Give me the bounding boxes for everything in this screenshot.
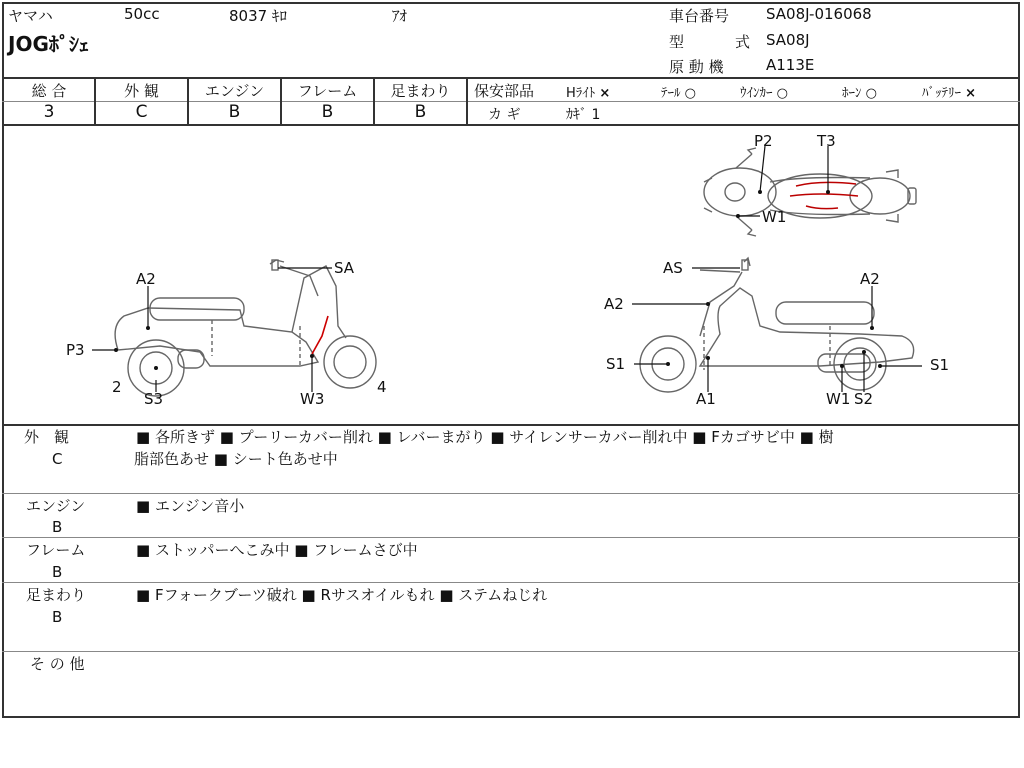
- scooter-diagram: [0, 126, 1024, 422]
- safety-item-horn: ﾎｰﾝ ○: [842, 86, 877, 101]
- note-cat-other: そ の 他: [30, 655, 85, 673]
- rule-header: [2, 77, 1020, 79]
- note-grade-appearance: C: [52, 450, 63, 468]
- label-left-s3: S3: [144, 390, 164, 408]
- safety-item-tail: ﾃｰﾙ ○: [661, 86, 696, 101]
- note-cat-appearance: 外 観: [24, 428, 70, 446]
- grade-header-overall: 総 合: [31, 82, 67, 100]
- grade-header-appearance: 外 観: [124, 82, 159, 100]
- displacement: 50cc: [124, 5, 160, 23]
- maker: ヤマハ: [8, 7, 53, 25]
- label-top-w1: W1: [762, 208, 787, 226]
- grade-engine: B: [228, 102, 241, 122]
- label-top-t3: T3: [817, 132, 836, 150]
- leader-lines: [92, 146, 922, 392]
- grade-appearance: C: [135, 102, 148, 122]
- label-left-2: 2: [112, 378, 122, 396]
- note-text-engine: ■ エンジン音小: [136, 497, 245, 515]
- note-grade-frame: B: [52, 563, 63, 581]
- safety-item-battery: ﾊﾞｯﾃﾘｰ ×: [922, 86, 977, 101]
- rule-note: [2, 651, 1020, 652]
- label-right-s2: S2: [854, 390, 874, 408]
- note-text-frame: ■ ストッパーへこみ中 ■ フレームさび中: [136, 541, 418, 559]
- label-left-sa: SA: [334, 259, 355, 277]
- engine-value: A113E: [766, 56, 815, 74]
- type-label-2: 式: [735, 33, 751, 51]
- label-left-a2: A2: [136, 270, 156, 288]
- safety-item-headlight: Hﾗｲﾄ ×: [566, 86, 611, 101]
- color: ｱｵ: [392, 7, 408, 25]
- frame-no: SA08J-016068: [766, 5, 872, 23]
- model-name: JOGﾎﾟｼｪ: [8, 32, 89, 56]
- note-grade-suspension: B: [52, 608, 63, 626]
- label-right-s1: S1: [606, 355, 626, 373]
- grade-suspension: B: [414, 102, 427, 122]
- rule-note: [2, 582, 1020, 583]
- grade-overall: 3: [43, 102, 55, 122]
- rule-note: [2, 537, 1020, 538]
- frame-no-label: 車台番号: [669, 7, 730, 25]
- note-grade-engine: B: [52, 518, 63, 536]
- key-label: カ ギ: [488, 107, 521, 123]
- scooter-top-view: [704, 148, 916, 236]
- rule-note: [2, 493, 1020, 494]
- rule-safety-mid: [468, 101, 1020, 102]
- mileage: 8037 ｷﾛ: [229, 7, 287, 25]
- note-text-suspension: ■ Fフォークブーツ破れ ■ Rサスオイルもれ ■ ステムねじれ: [136, 586, 548, 604]
- grade-header-suspension: 足まわり: [390, 82, 451, 100]
- grade-header-frame: フレーム: [297, 82, 358, 100]
- label-right-w1: W1: [826, 390, 851, 408]
- label-right-s1-rear: S1: [930, 356, 950, 374]
- damage-marks: [790, 182, 858, 208]
- engine-label: 原 動 機: [669, 58, 724, 76]
- safety-label: 保安部品: [474, 82, 535, 100]
- label-right-a2-rear: A2: [860, 270, 880, 288]
- grade-divider: [466, 78, 468, 125]
- label-right-a1: A1: [696, 390, 716, 408]
- type-value: SA08J: [766, 31, 810, 49]
- label-right-a2: A2: [604, 295, 624, 313]
- key-value: ｶｷﾞ 1: [566, 107, 601, 123]
- note-text-appearance-1: ■ 各所きず ■ プーリーカバー削れ ■ レバーまがり ■ サイレンサーカバー削れ中 ■ Fカゴサビ中 ■ 樹: [136, 428, 834, 446]
- label-left-p3: P3: [66, 341, 85, 359]
- label-left-w3: W3: [300, 390, 325, 408]
- type-label-1: 型: [669, 33, 685, 51]
- grade-frame: B: [321, 102, 334, 122]
- note-cat-frame: フレーム: [26, 541, 86, 559]
- safety-item-winker: ｳｲﾝｶｰ ○: [740, 86, 788, 101]
- note-cat-engine: エンジン: [26, 497, 86, 515]
- label-top-p2: P2: [754, 132, 773, 150]
- label-right-as: AS: [663, 259, 683, 277]
- label-left-4: 4: [377, 378, 387, 396]
- note-cat-suspension: 足まわり: [26, 586, 87, 604]
- note-text-appearance-2: 脂部色あせ ■ シート色あせ中: [134, 450, 338, 468]
- grade-header-engine: エンジン: [204, 82, 265, 100]
